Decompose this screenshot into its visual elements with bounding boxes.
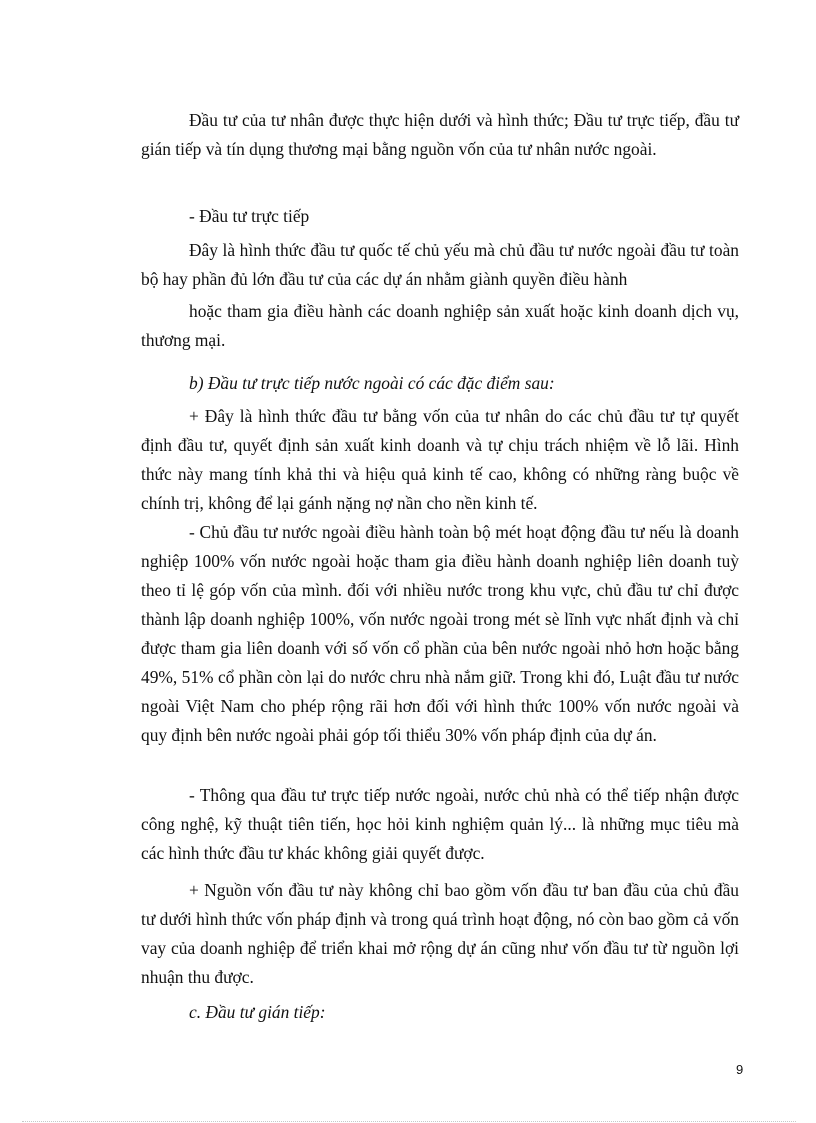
- paragraph-private-investment: Đầu tư của tư nhân được thực hiện dưới và hình thức; Đầu tư trực tiếp, đầu tư gián tiếp và tín dụng thương mại bằng nguồn vốn của tư nhân nước ngoài.: [141, 110, 739, 159]
- page-number: 9: [736, 1062, 744, 1077]
- paragraph-direct-investment-continued: hoặc tham gia điều hành các doanh nghiệp sản xuất hoặc kinh doanh dịch vụ, thương mại.: [141, 301, 739, 350]
- heading-direct-investment: - Đầu tư trực tiếp: [189, 206, 310, 226]
- paragraph-direct-investment-definition: Đây là hình thức đầu tư quốc tế chủ yếu mà chủ đầu tư nước ngoài đầu tư toàn bộ hay phần đủ lớn đầu tư của các dự án nhằm giành quyền điều hành: [141, 240, 739, 289]
- paragraph-capital-sources: + Nguồn vốn đầu tư này không chỉ bao gồm vốn đầu tư ban đầu của chủ đầu tư dưới hình thức vốn pháp định và trong quá trình hoạt động, nó còn bao gồm cả vốn vay của doanh nghiệp để triển khai mở rộng dự án cũng như vốn đầu tư từ nguồn lợi nhuận thu được.: [141, 880, 739, 987]
- footer-divider: [22, 1121, 796, 1122]
- paragraph-technology-transfer: - Thông qua đầu tư trực tiếp nước ngoài, nước chủ nhà có thể tiếp nhận được công nghệ, kỹ thuật tiên tiến, học hỏi kinh nghiệm quản lý... là những mục tiêu mà các hình thức đầu tư khác không giải quyết được.: [141, 785, 739, 863]
- paragraph-private-capital: + Đây là hình thức đầu tư bằng vốn của tư nhân do các chủ đầu tư tự quyết định đầu tư, quyết định sản xuất kinh doanh và tự chịu trách nhiệm về lỗ lãi. Hình thức này mang tính khả thi và hiệu quả kinh tế cao, không có những ràng buộc về chính trị, không để lại gánh nặng nợ nần cho nền kinh tế.: [141, 406, 739, 513]
- paragraph-foreign-management: - Chủ đầu tư nước ngoài điều hành toàn bộ mét hoạt động đầu tư nếu là doanh nghiệp 100% vốn nước ngoài hoặc tham gia điều hành doanh nghiệp liên doanh tuỳ theo tỉ lệ góp vốn của mình. đối với nhiều nước trong khu vực, chủ đầu tư chỉ được thành lập doanh nghiệp 100%, vốn nước ngoài trong mét sè lĩnh vực nhất định và chỉ được tham gia liên doanh với số vốn cổ phần của bên nước ngoài nhỏ hơn hoặc bằng 49%, 51% cổ phần còn lại do nước chru nhà nắm giữ. Trong khi đó, Luật đầu tư nước ngoài Việt Nam cho phép rộng rãi hơn đối với hình thức 100% vốn nước ngoài và quy định bên nước ngoài phải góp tối thiểu 30% vốn pháp định của dự án.: [141, 522, 739, 745]
- heading-fdi-characteristics: b) Đầu tư trực tiếp nước ngoài có các đặc điểm sau:: [189, 373, 555, 393]
- heading-indirect-investment: c. Đầu tư gián tiếp:: [189, 1002, 326, 1022]
